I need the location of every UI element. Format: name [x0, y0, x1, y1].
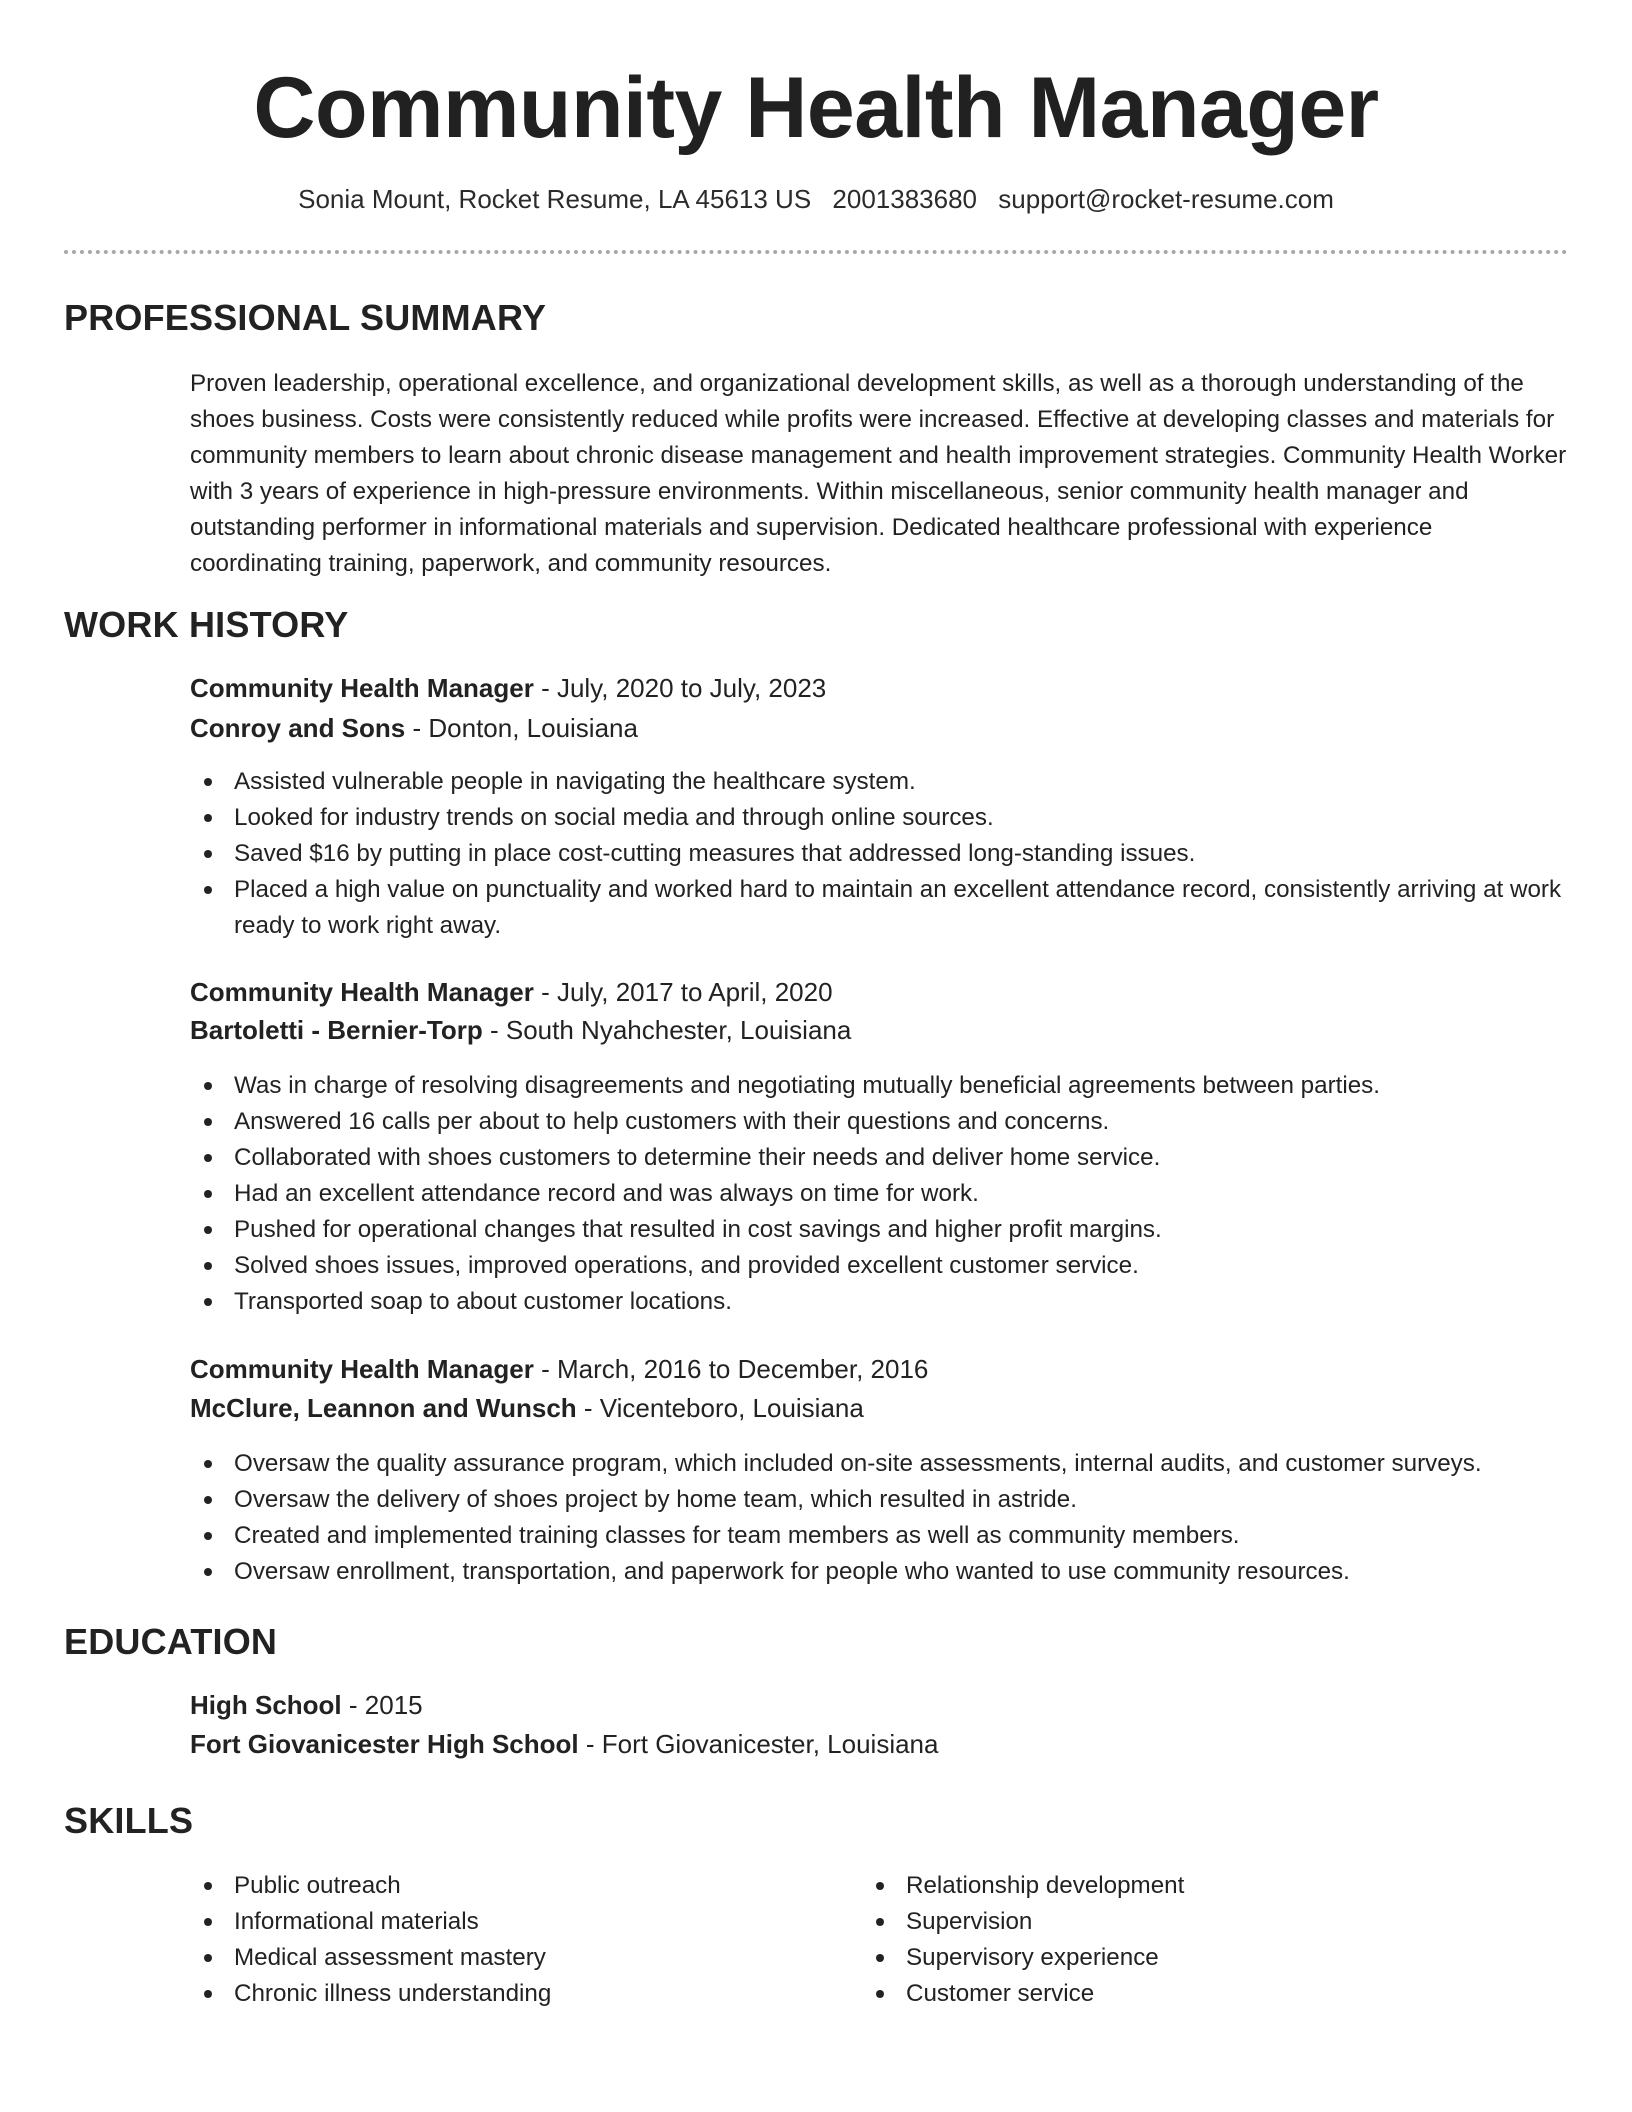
job-location: - Vicenteboro, Louisiana — [583, 1393, 864, 1423]
job-dates: - March, 2016 to December, 2016 — [541, 1354, 929, 1384]
list-item: Solved shoes issues, improved operations, and provided excellent customer service. — [190, 1248, 1570, 1284]
list-item: Was in charge of resolving disagreements and negotiating mutually beneficial agreements between parties. — [190, 1068, 1570, 1104]
education-degree-line — [190, 1687, 423, 1723]
education-location: - Fort Giovanicester, Louisiana — [585, 1729, 939, 1759]
list-item: Had an excellent attendance record and was always on time for work. — [190, 1176, 1570, 1212]
job-bullets — [190, 1068, 1570, 1320]
job-title-line — [190, 670, 826, 706]
job-company: Conroy and Sons — [190, 713, 406, 743]
job-company: Bartoletti - Bernier-Torp — [190, 1015, 483, 1045]
education-heading: EDUCATION — [64, 1621, 278, 1662]
job-location: - South Nyahchester, Louisiana — [490, 1015, 852, 1045]
list-item: Assisted vulnerable people in navigating the healthcare system. — [190, 764, 1570, 800]
contact-phone: 2001383680 — [832, 184, 978, 214]
job-bullets — [190, 764, 1570, 944]
skills-list-right — [862, 1868, 1502, 2012]
skill-item: Chronic illness understanding — [190, 1976, 830, 2012]
skill-item: Supervisory experience — [862, 1940, 1502, 1976]
education-year: - 2015 — [348, 1690, 423, 1720]
list-item: Oversaw the quality assurance program, which included on-site assessments, internal audits, and customer surveys. — [190, 1446, 1570, 1482]
skill-item: Informational materials — [190, 1904, 830, 1940]
education-degree: High School — [190, 1690, 342, 1720]
job-location: - Donton, Louisiana — [412, 713, 638, 743]
list-item: Collaborated with shoes customers to determine their needs and deliver home service. — [190, 1140, 1570, 1176]
skill-item: Public outreach — [190, 1868, 830, 1904]
skill-item: Relationship development — [862, 1868, 1502, 1904]
summary-heading: PROFESSIONAL SUMMARY — [64, 297, 547, 338]
skill-item: Customer service — [862, 1976, 1502, 2012]
job-title: Community Health Manager — [190, 673, 534, 703]
job-company-line — [190, 710, 638, 746]
job-dates: - July, 2020 to July, 2023 — [541, 673, 827, 703]
list-item: Saved $16 by putting in place cost-cutting measures that addressed long-standing issues. — [190, 836, 1570, 872]
skill-item: Medical assessment mastery — [190, 1940, 830, 1976]
job-title-line — [190, 974, 833, 1010]
list-item: Placed a high value on punctuality and worked hard to maintain an excellent attendance record, consistently arriving at work ready to work right away. — [190, 872, 1570, 944]
list-item: Looked for industry trends on social media and through online sources. — [190, 800, 1570, 836]
job-title-line — [190, 1351, 928, 1387]
resume-title: Community Health Manager — [253, 60, 1379, 156]
contact-email: support@rocket-resume.com — [998, 184, 1334, 214]
job-company-line — [190, 1390, 864, 1426]
education-school: Fort Giovanicester High School — [190, 1729, 579, 1759]
skills-heading: SKILLS — [64, 1800, 194, 1841]
list-item: Created and implemented training classes for team members as well as community members. — [190, 1518, 1570, 1554]
list-item: Pushed for operational changes that resulted in cost savings and higher profit margins. — [190, 1212, 1570, 1248]
skill-item: Supervision — [862, 1904, 1502, 1940]
list-item: Answered 16 calls per about to help customers with their questions and concerns. — [190, 1104, 1570, 1140]
contact-address: Sonia Mount, Rocket Resume, LA 45613 US — [298, 184, 812, 214]
contact-line — [0, 182, 1632, 216]
list-item: Oversaw enrollment, transportation, and paperwork for people who wanted to use community resources. — [190, 1554, 1570, 1590]
job-title: Community Health Manager — [190, 977, 534, 1007]
summary-text: Proven leadership, operational excellence, and organizational development skills, as well as a thorough understanding of the shoes business. Costs were consistently reduced while profits were increased. Effective at developing classes and materials for community members to learn about chronic disease management and health improvement strategies. Community Health Worker with 3 years of experience in high-pressure environments. Within miscellaneous, senior community health manager and outstanding performer in informational materials and supervision. Dedicated healthcare professional with experience coordinating training, paperwork, and community resources. — [190, 370, 1567, 577]
education-school-line — [190, 1726, 938, 1762]
job-company: McClure, Leannon and Wunsch — [190, 1393, 577, 1423]
job-bullets — [190, 1446, 1570, 1590]
list-item: Oversaw the delivery of shoes project by home team, which resulted in astride. — [190, 1482, 1570, 1518]
skills-list-left — [190, 1868, 830, 2012]
job-dates: - July, 2017 to April, 2020 — [541, 977, 833, 1007]
header-divider — [64, 250, 1568, 254]
job-title: Community Health Manager — [190, 1354, 534, 1384]
job-company-line — [190, 1012, 851, 1048]
work-history-heading: WORK HISTORY — [64, 604, 349, 645]
list-item: Transported soap to about customer locations. — [190, 1284, 1570, 1320]
